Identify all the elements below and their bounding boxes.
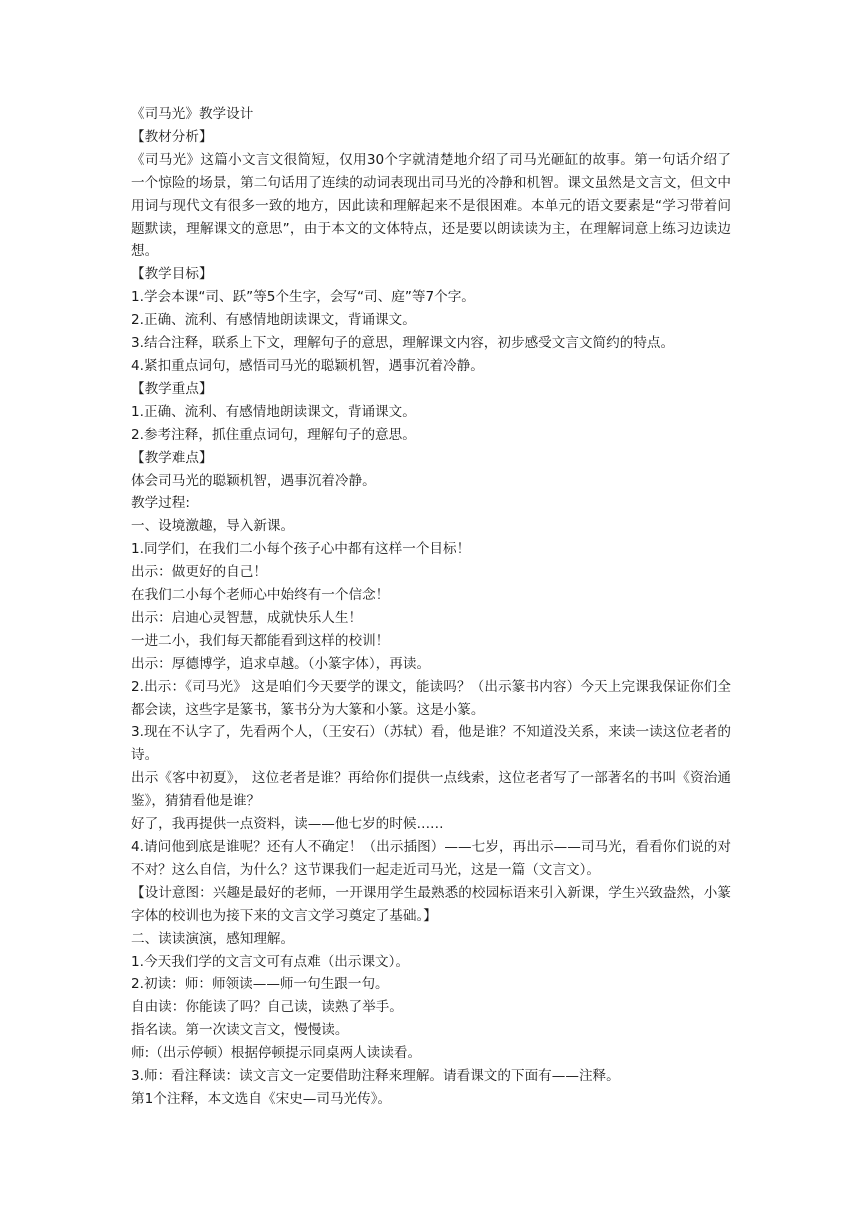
document-title: 《司马光》教学设计	[131, 106, 254, 122]
paragraph: 4.请问他到底是谁呢？还有人不确定！（出示插图）——七岁，再出示——司马光，看看你们说的对不对？这么自信，为什么？这节课我们一起走近司马光，这是一篇（文言文）。	[131, 839, 731, 878]
text-line: 一进二小，我们每天都能看到这样的校训！	[131, 632, 390, 649]
text-line: 出示：厚德博学，追求卓越。（小篆字体），再读。	[131, 655, 431, 672]
text-line: 1.同学们，在我们二小每个孩子心中都有这样一个目标！	[131, 541, 471, 558]
text-line: 3.师：看注释读：读文言文一定要借助注释来理解。请看课文的下面有——注释。	[131, 1068, 620, 1085]
text-line: 2.初读：师：师领读——师一句生跟一句。	[131, 976, 389, 993]
text-line: 1.今天我们学的文言文可有点难（出示课文）。	[131, 953, 410, 970]
text-line: 2.参考注释，抓住重点词句，理解句子的意思。	[131, 426, 416, 443]
text-line: 出示：启迪心灵智慧，成就快乐人生！	[131, 609, 363, 626]
text-line: 教学过程:	[131, 495, 190, 512]
text-line: 一、设境激趣，导入新课。	[131, 518, 295, 535]
paragraph: 3.现在不认字了，先看两个人，（王安石）（苏轼）看，他是谁？不知道没关系，来读一读这位老者的诗。	[131, 724, 731, 764]
document-body	[131, 103, 731, 1111]
text-line: 二、读读演演，感知理解。	[131, 930, 295, 947]
text-line: 好了，我再提供一点资料，读——他七岁的时候……	[131, 816, 444, 833]
text-line: 【教材分析】	[131, 128, 213, 145]
text-line: 自由读：你能读了吗？自己读，读熟了举手。	[131, 999, 403, 1016]
text-line: 1.正确、流利、有感情地朗读课文，背诵课文。	[131, 403, 416, 420]
text-line: 体会司马光的聪颖机智，遇事沉着冷静。	[131, 472, 376, 489]
text-line: 在我们二小每个老师心中始终有一个信念！	[131, 587, 390, 604]
text-line: 3.结合注释，联系上下文，理解句子的意思，理解课文内容，初步感受文言文简约的特点。	[131, 335, 675, 352]
text-line: 1.学会本课“司、跃”等5个生字，会写“司、庭”等7个字。	[131, 289, 475, 306]
text-line: 指名读。第一次读文言文，慢慢读。	[131, 1022, 349, 1039]
text-line: 2.正确、流利、有感情地朗读课文，背诵课文。	[131, 312, 416, 329]
paragraph: 出示《客中初夏》， 这位老者是谁？再给你们提供一点线索，这位老者写了一部著名的书叫《资治通鉴》，猜猜看他是谁？	[131, 770, 731, 810]
text-line: 出示：做更好的自己！	[131, 564, 267, 581]
paragraph: 2.出示：《司马光》 这是咱们今天要学的课文，能读吗？（出示篆书内容）今天上完课我保证你们全都会读，这些字是篆书，篆书分为大篆和小篆。这是小篆。	[131, 678, 731, 718]
document-sections	[131, 126, 731, 1111]
paragraph: 【设计意图：兴趣是最好的老师，一开课用学生最熟悉的校园标语来引入新课，学生兴致盎然，小篆字体的校训也为接下来的文言文学习奠定了基础。】	[131, 884, 731, 924]
text-line: 【教学目标】	[131, 266, 213, 283]
text-line: 第1个注释，本文选自《宋史—司马光传》。	[131, 1090, 392, 1107]
text-line: 师:（出示停顿）根据停顿提示同桌两人读读看。	[131, 1045, 422, 1062]
text-line: 4.紧扣重点词句，感悟司马光的聪颖机智，遇事沉着冷静。	[131, 357, 484, 374]
text-line: 【教学难点】	[131, 449, 213, 466]
paragraph: 《司马光》这篇小文言文很简短，仅用30个字就清楚地介绍了司马光砸缸的故事。第一句话介绍了一个惊险的场景，第二句话用了连续的动词表现出司马光的冷静和机智。课文虽然是文言文，但文中用词与现代文有很多一致的地方，因此读和理解起来不是很困难。本单元的语文要素是“学习带着问题默读，理解课文的意思”，由于本文的文体特点，还是要以朗读读为主，在理解词意上练习边读边想。	[131, 151, 731, 260]
text-line: 【教学重点】	[131, 380, 213, 397]
